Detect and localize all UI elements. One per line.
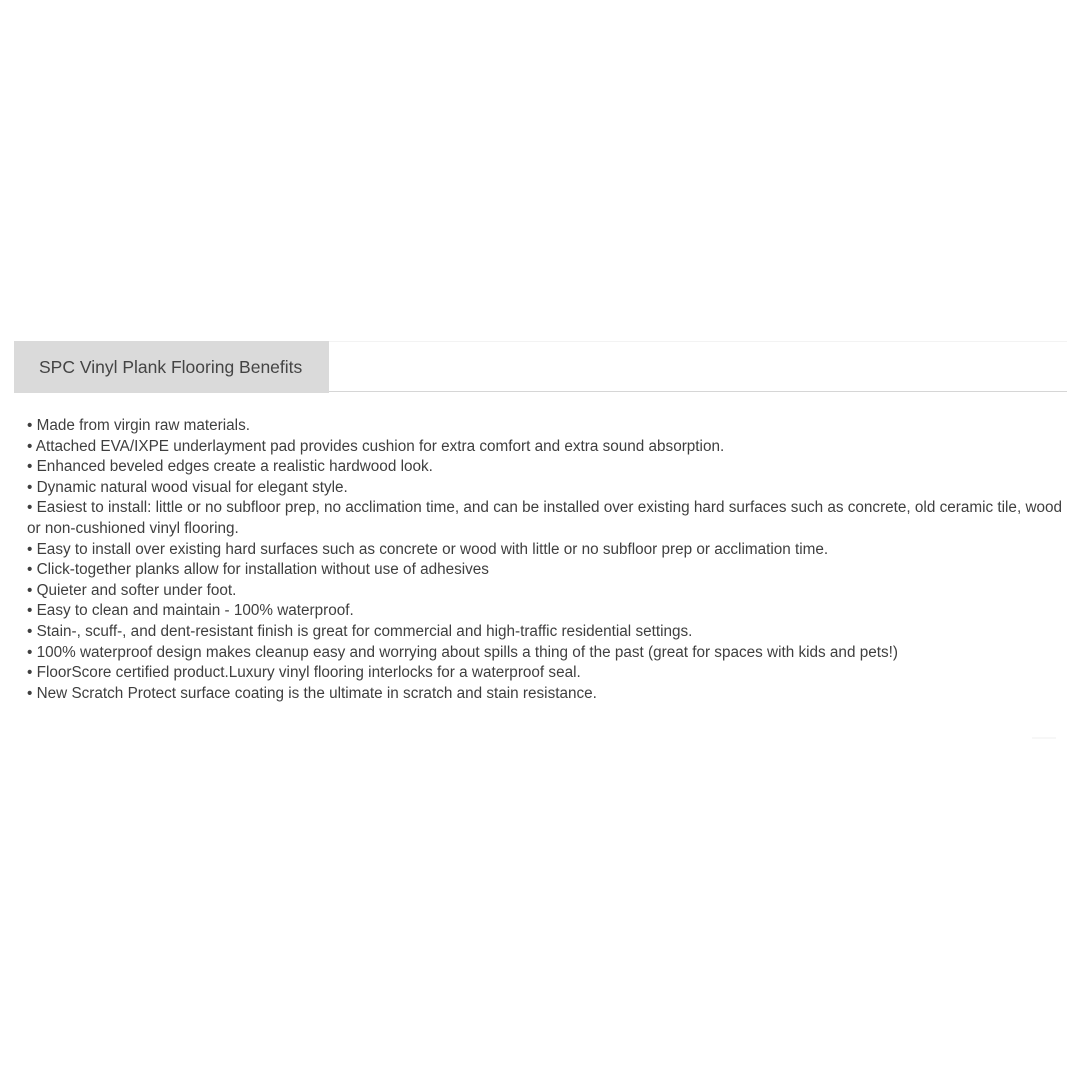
- benefit-item: • Quieter and softer under foot.: [27, 581, 237, 599]
- benefit-item: • FloorScore certified product.Luxury vinyl flooring interlocks for a waterproof seal.: [27, 664, 581, 682]
- benefit-item: • New Scratch Protect surface coating is the ultimate in scratch and stain resistance.: [27, 684, 597, 702]
- benefit-item: • Dynamic natural wood visual for elegant style.: [27, 478, 348, 496]
- benefit-item: • Easy to install over existing hard surfaces such as concrete or wood with little or no subfloor prep or acclimation time.: [27, 540, 829, 558]
- benefit-item: • Made from virgin raw materials.: [27, 417, 250, 434]
- benefit-item: • Easiest to install: little or no subfloor prep, no acclimation time, and can be installed over existing hard surfaces such as concrete, old ceramic tile, wood or non-cushioned vinyl flooring.: [27, 499, 1063, 537]
- benefit-list: [27, 416, 1067, 704]
- benefit-item: • Stain-, scuff-, and dent-resistant finish is great for commercial and high-traffic residential settings.: [27, 622, 693, 640]
- product-tabs-panel: [14, 341, 1067, 704]
- tab-bar: [14, 341, 1067, 392]
- divider: [1032, 737, 1056, 739]
- benefit-item: • Easy to clean and maintain - 100% waterproof.: [27, 602, 354, 620]
- tab-spc-benefits[interactable]: [14, 341, 329, 393]
- benefit-item: • 100% waterproof design makes cleanup easy and worrying about spills a thing of the past (great for spaces with kids and pets!): [27, 643, 898, 661]
- benefit-item: • Attached EVA/IXPE underlayment pad provides cushion for extra comfort and extra sound absorption.: [27, 437, 725, 455]
- tab-content: [14, 392, 1067, 704]
- benefit-item: • Click-together planks allow for installation without use of adhesives: [27, 561, 489, 579]
- tab-label: SPC Vinyl Plank Flooring Benefits: [39, 356, 303, 377]
- benefit-item: • Enhanced beveled edges create a realistic hardwood look.: [27, 458, 433, 476]
